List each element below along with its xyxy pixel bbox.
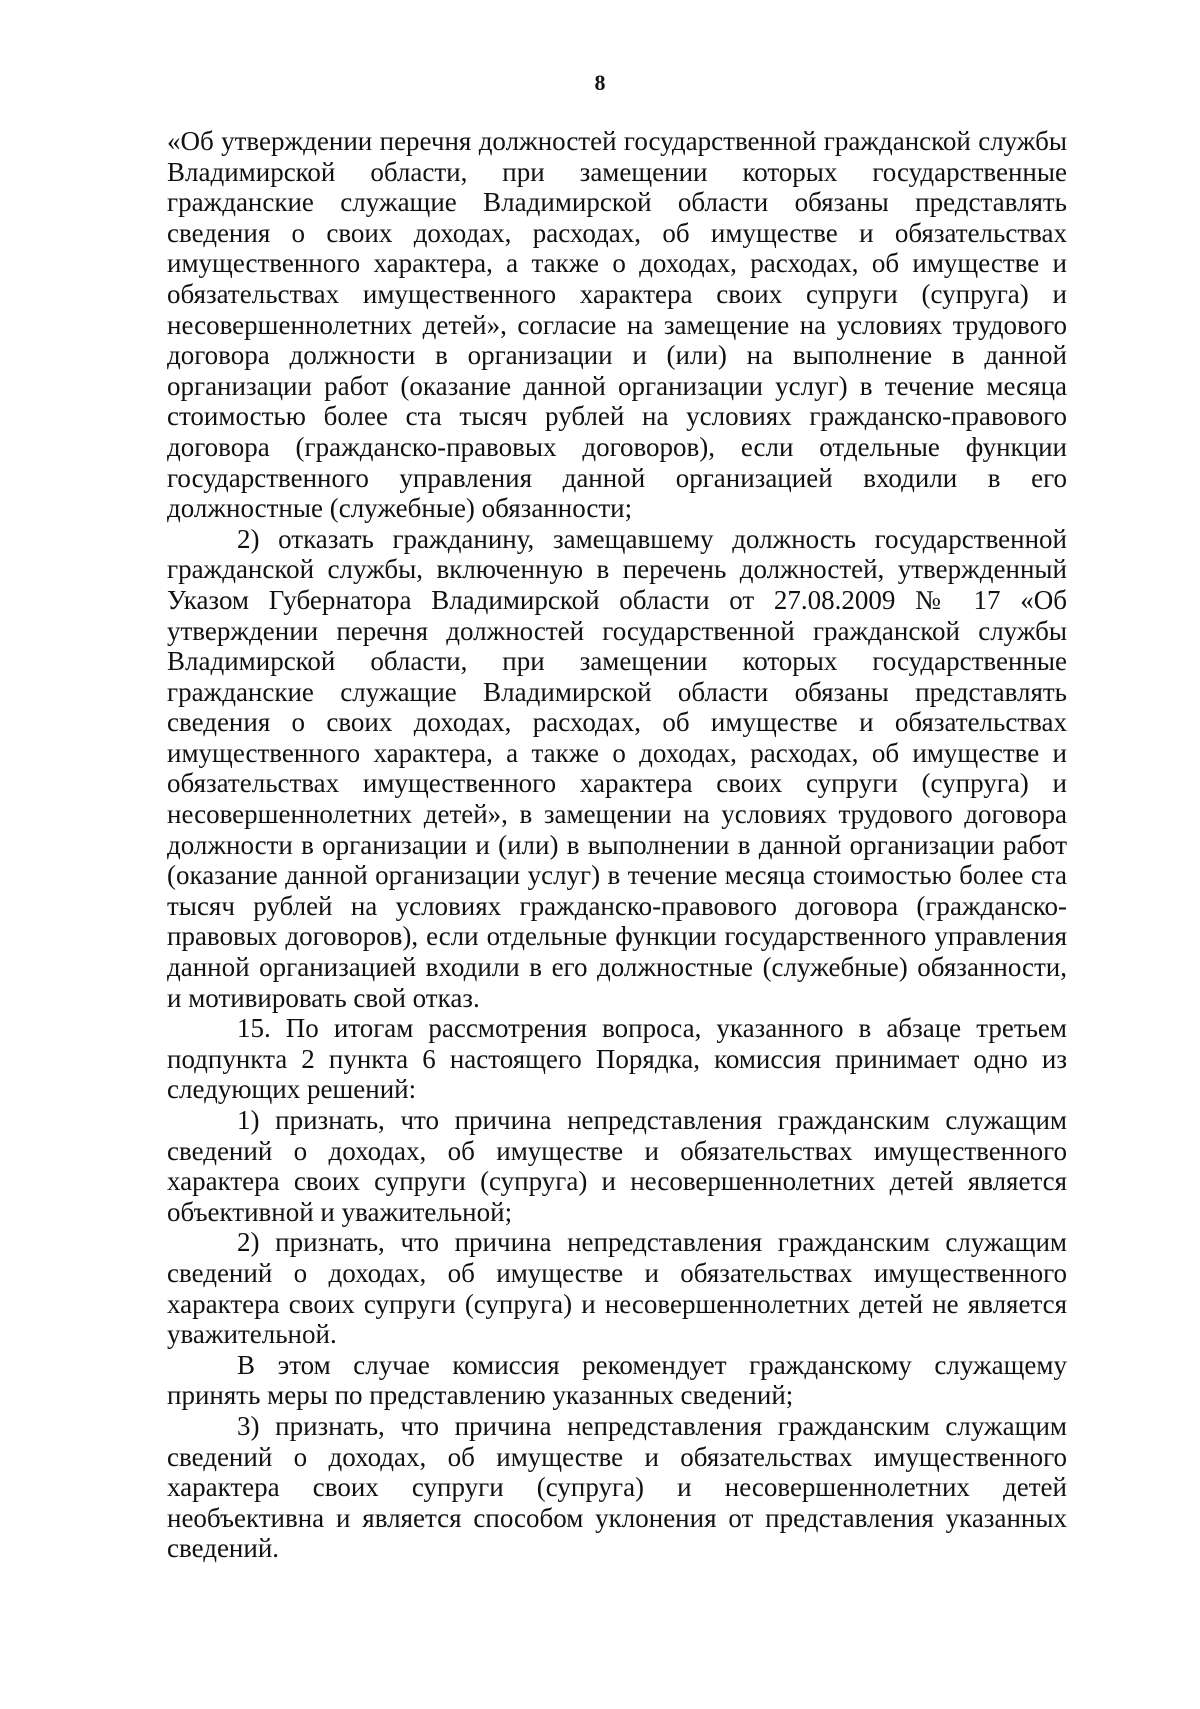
paragraph-recommendation: В этом случае комиссия рекомендует гражданскому служащему принять меры по представлению указанных сведений;: [167, 1349, 1067, 1411]
paragraph-item-2-refuse: 2) отказать гражданину, замещавшему должность государственной гражданской службы, включенную в перечень должностей, утвержденный Указом Губернатора Владимирской области от 27.08.2009 № 17 «Об утверждении перечня должностей государственной гражданской службы Владимирской области, при замещении которых государственные гражданские служащие Владимирской области обязаны представлять сведения о своих доходах, расходах, об имуществе и обязательствах имущественного характера, а также о доходах, расходах, об имуществе и обязательствах имущественного характера своих супруги (супруга) и несовершеннолетних детей», в замещении на условиях трудового договора должности в организации и (или) в выполнении в данной организации работ (оказание данной организации услуг) в течение месяца стоимостью более ста тысяч рублей на условиях гражданско-правового договора (гражданско-правовых договоров), если отдельные функции государственного управления данной организацией входили в его должностные (служебные) обязанности, и мотивировать свой отказ.: [167, 523, 1067, 1013]
document-body: [167, 126, 1067, 1564]
page-number: 8: [594, 70, 606, 95]
paragraph-decision-3: 3) признать, что причина непредставления гражданским служащим сведений о доходах, об имуществе и обязательствах имущественного характера своих супруги (супруга) и несовершеннолетних детей необъективна и является способом уклонения от представления указанных сведений.: [167, 1410, 1067, 1564]
paragraph-point-15: 15. По итогам рассмотрения вопроса, указанного в абзаце третьем подпункта 2 пункта 6 настоящего Порядка, комиссия принимает одно из следующих решений:: [167, 1013, 1067, 1105]
paragraph-continuation: «Об утверждении перечня должностей государственной гражданской службы Владимирской области, при замещении которых государственные гражданские служащие Владимирской области обязаны представлять сведения о своих доходах, расходах, об имуществе и обязательствах имущественного характера, а также о доходах, расходах, об имуществе и обязательствах имущественного характера своих супруги (супруга) и несовершеннолетних детей», согласие на замещение на условиях трудового договора должности в организации и (или) на выполнение в данной организации работ (оказание данной организации услуг) в течение месяца стоимостью более ста тысяч рублей на условиях гражданско-правового договора (гражданско-правовых договоров), если отдельные функции государственного управления данной организацией входили в его должностные (служебные) обязанности;: [167, 126, 1067, 524]
paragraph-decision-2: 2) признать, что причина непредставления гражданским служащим сведений о доходах, об имуществе и обязательствах имущественного характера своих супруги (супруга) и несовершеннолетних детей не является уважительной.: [167, 1227, 1067, 1350]
paragraph-decision-1: 1) признать, что причина непредставления гражданским служащим сведений о доходах, об имуществе и обязательствах имущественного характера своих супруги (супруга) и несовершеннолетних детей является объективной и уважительной;: [167, 1105, 1067, 1227]
